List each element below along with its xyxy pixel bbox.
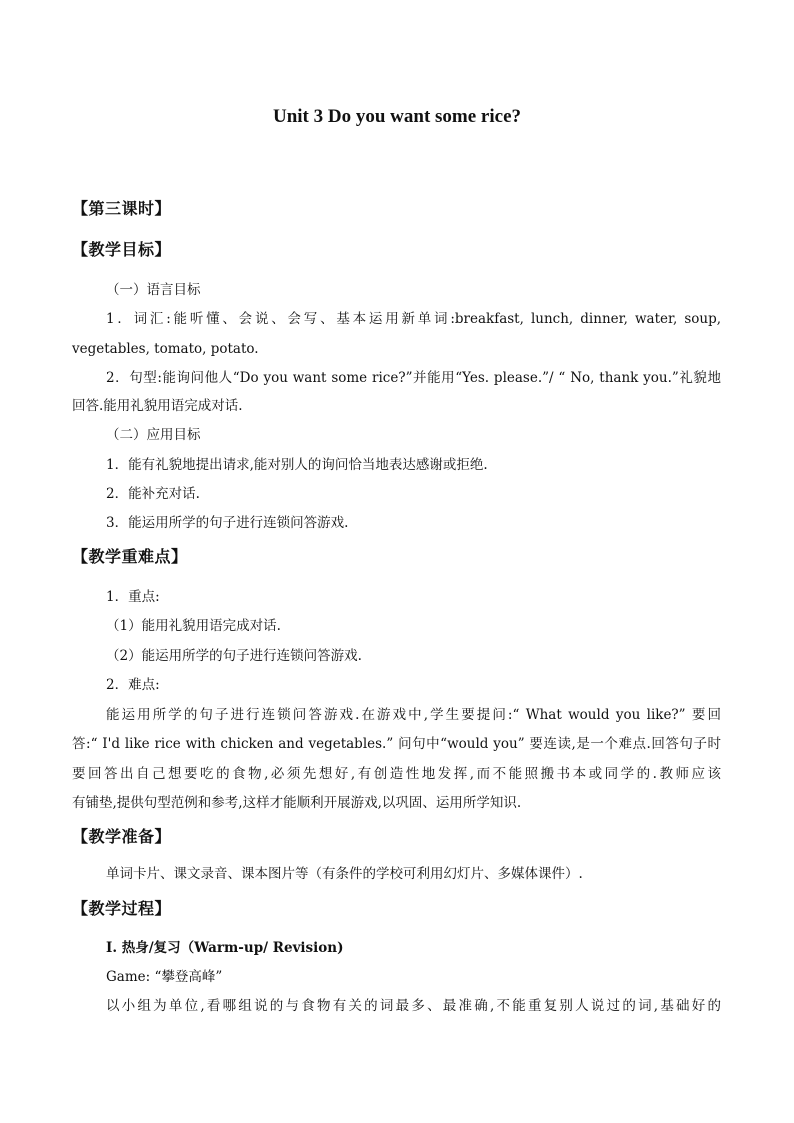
application-goal-3: 3．能运用所学的句子进行连锁问答游戏. xyxy=(106,515,349,531)
vocab-line-1: 1．词汇:能听懂、会说、会写、基本运用新单词:breakfast, lunch, dinner, water, soup, xyxy=(106,311,721,327)
prep-heading: 【教学准备】 xyxy=(72,827,172,846)
lesson-heading: 【第三课时】 xyxy=(72,199,172,218)
step-1-title: I. 热身/复习（Warm-up/ Revision) xyxy=(106,940,344,956)
goals-heading: 【教学目标】 xyxy=(72,240,172,259)
key-point-label: 1．重点: xyxy=(106,589,160,605)
document-title: Unit 3 Do you want some rice? xyxy=(272,106,522,127)
sentence-line-1: 2．句型:能询问他人“Do you want some rice?”并能用“Yes. please.”/ “ No, thank you.”礼貌地 xyxy=(106,370,721,386)
game-description-line-1: 以小组为单位,看哪组说的与食物有关的词最多、最准确,不能重复别人说过的词,基础好的 xyxy=(106,998,721,1014)
language-goals-subtitle: （一）语言目标 xyxy=(106,282,201,298)
sentence-line-2: 回答.能用礼貌用语完成对话. xyxy=(72,398,243,414)
difficulty-line-3: 要回答出自己想要吃的食物,必须先想好,有创造性地发挥,而不能照搬书本或同学的.教师应该 xyxy=(72,766,721,782)
prep-text: 单词卡片、课文录音、课本图片等（有条件的学校可利用幻灯片、多媒体课件）. xyxy=(106,866,583,882)
process-heading: 【教学过程】 xyxy=(72,899,172,918)
difficulty-label: 2．难点: xyxy=(106,677,160,693)
application-goals-subtitle: （二）应用目标 xyxy=(106,427,201,443)
key-point-1: （1）能用礼貌用语完成对话. xyxy=(106,618,281,634)
focus-heading: 【教学重难点】 xyxy=(72,547,188,566)
application-goal-1: 1．能有礼貌地提出请求,能对别人的询问恰当地表达感谢或拒绝. xyxy=(106,457,488,473)
application-goal-2: 2．能补充对话. xyxy=(106,486,200,502)
difficulty-line-2: 答:“ I'd like rice with chicken and vegetables.” 问句中“would you” 要连读,是一个难点.回答句子时 xyxy=(72,736,721,752)
game-line: Game: “攀登高峰” xyxy=(106,969,223,985)
vocab-line-2: vegetables, tomato, potato. xyxy=(72,341,259,357)
difficulty-line-4: 有铺垫,提供句型范例和参考,这样才能顺利开展游戏,以巩固、运用所学知识. xyxy=(72,795,522,811)
difficulty-line-1: 能运用所学的句子进行连锁问答游戏.在游戏中,学生要提问:“ What would you like?” 要回 xyxy=(106,707,721,723)
key-point-2: （2）能运用所学的句子进行连锁问答游戏. xyxy=(106,648,362,664)
